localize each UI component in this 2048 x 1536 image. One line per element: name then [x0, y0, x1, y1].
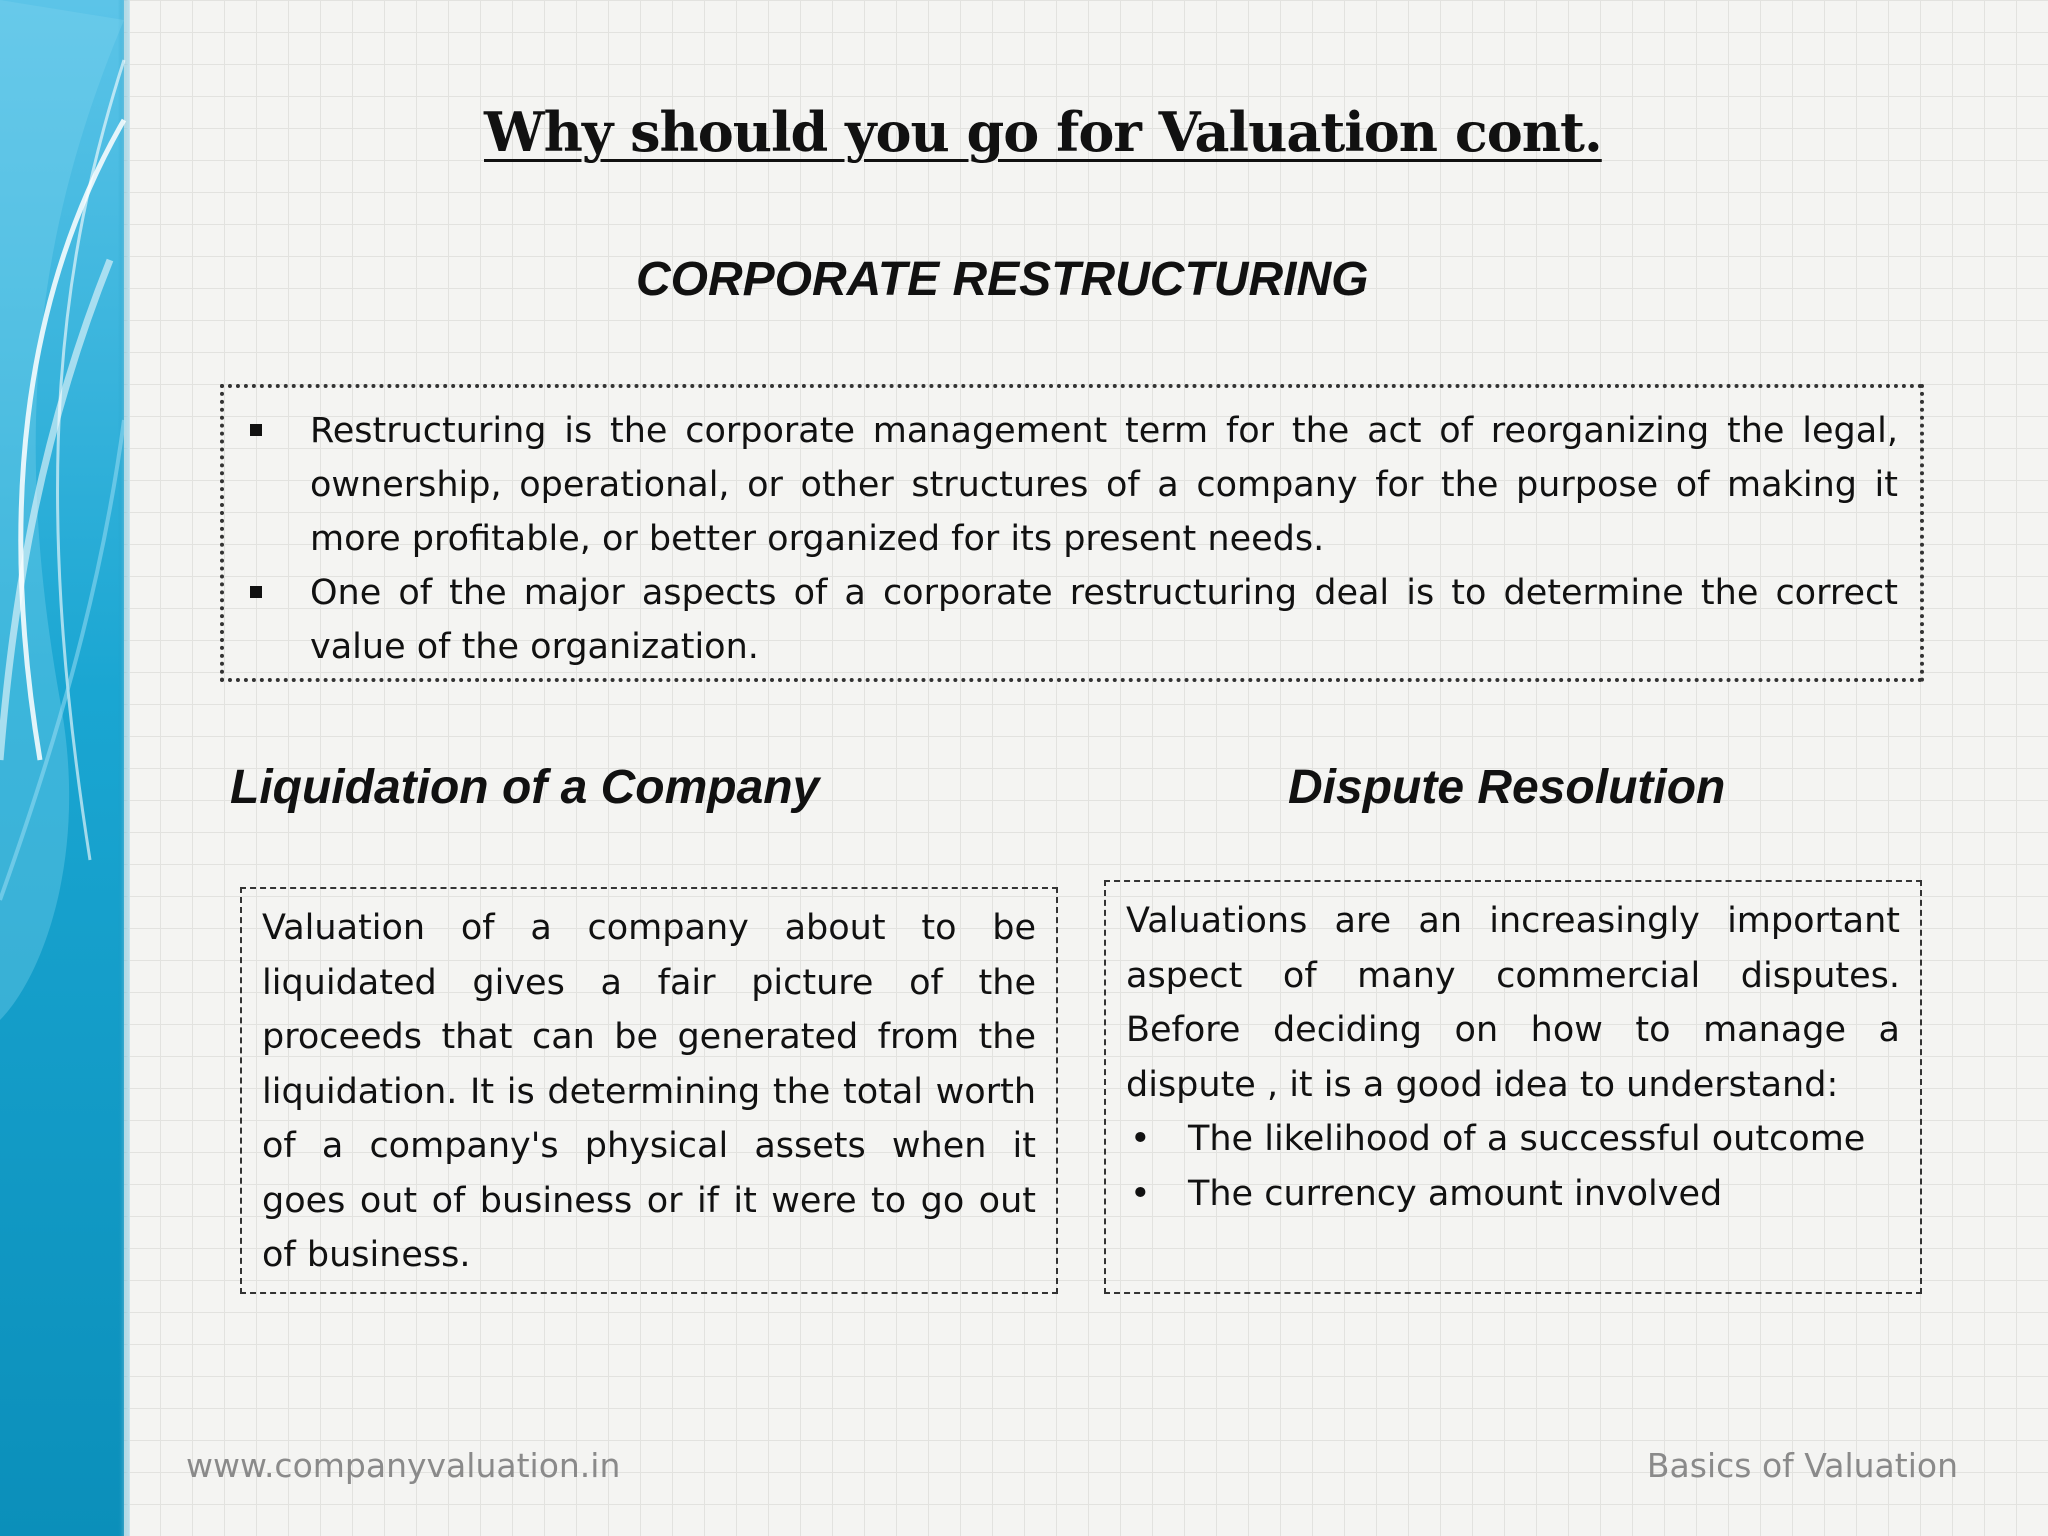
list-item [310, 404, 1898, 566]
slide-title: Why should you go for Valuation cont. [484, 100, 1602, 164]
list-item [1130, 1167, 1900, 1222]
footer-topic: Basics of Valuation [1646, 1446, 1958, 1485]
bullet-dot-icon: • [1130, 1119, 1151, 1159]
dispute-box [1104, 880, 1922, 1294]
restructuring-point-text: Restructuring is the corporate management term for the act of reorganizing the legal, ownership, operational, or other structures of a company for the purpose of making it more profitable, or better organized for its present needs. [310, 411, 1898, 559]
section-subtitle: CORPORATE RESTRUCTURING [636, 253, 1369, 306]
bullet-dot-icon: • [1130, 1173, 1151, 1214]
square-bullet-icon [250, 424, 262, 436]
footer-website: www.companyvaluation.in [186, 1446, 621, 1485]
dispute-bullet-list [1126, 1112, 1900, 1221]
list-item [310, 566, 1898, 674]
square-bullet-icon [250, 586, 262, 598]
dispute-bullet-text: The likelihood of a successful outcome [1188, 1119, 1866, 1159]
list-item [1130, 1112, 1900, 1167]
liquidation-box [240, 887, 1058, 1294]
liquidation-body: Valuation of a company about to be liquidated gives a fair picture of the proceeds that can be generated from the liquidation. It is determining the total worth of a company's physical assets when it goes out of business or if it were to go out of business. [262, 908, 1036, 1275]
restructuring-list [224, 388, 1920, 674]
dispute-body: Valuations are an increasingly important aspect of many commercial disputes. Before deciding on how to manage a dispute , it is a good idea to understand: [1126, 901, 1900, 1105]
dispute-heading: Dispute Resolution [1288, 761, 1726, 814]
restructuring-box [220, 384, 1924, 682]
liquidation-heading: Liquidation of a Company [230, 761, 820, 814]
restructuring-point-text: One of the major aspects of a corporate restructuring deal is to determine the correct value of the organization. [310, 573, 1898, 667]
decorative-side-band [0, 0, 130, 1536]
dispute-bullet-text: The currency amount involved [1188, 1173, 1723, 1214]
